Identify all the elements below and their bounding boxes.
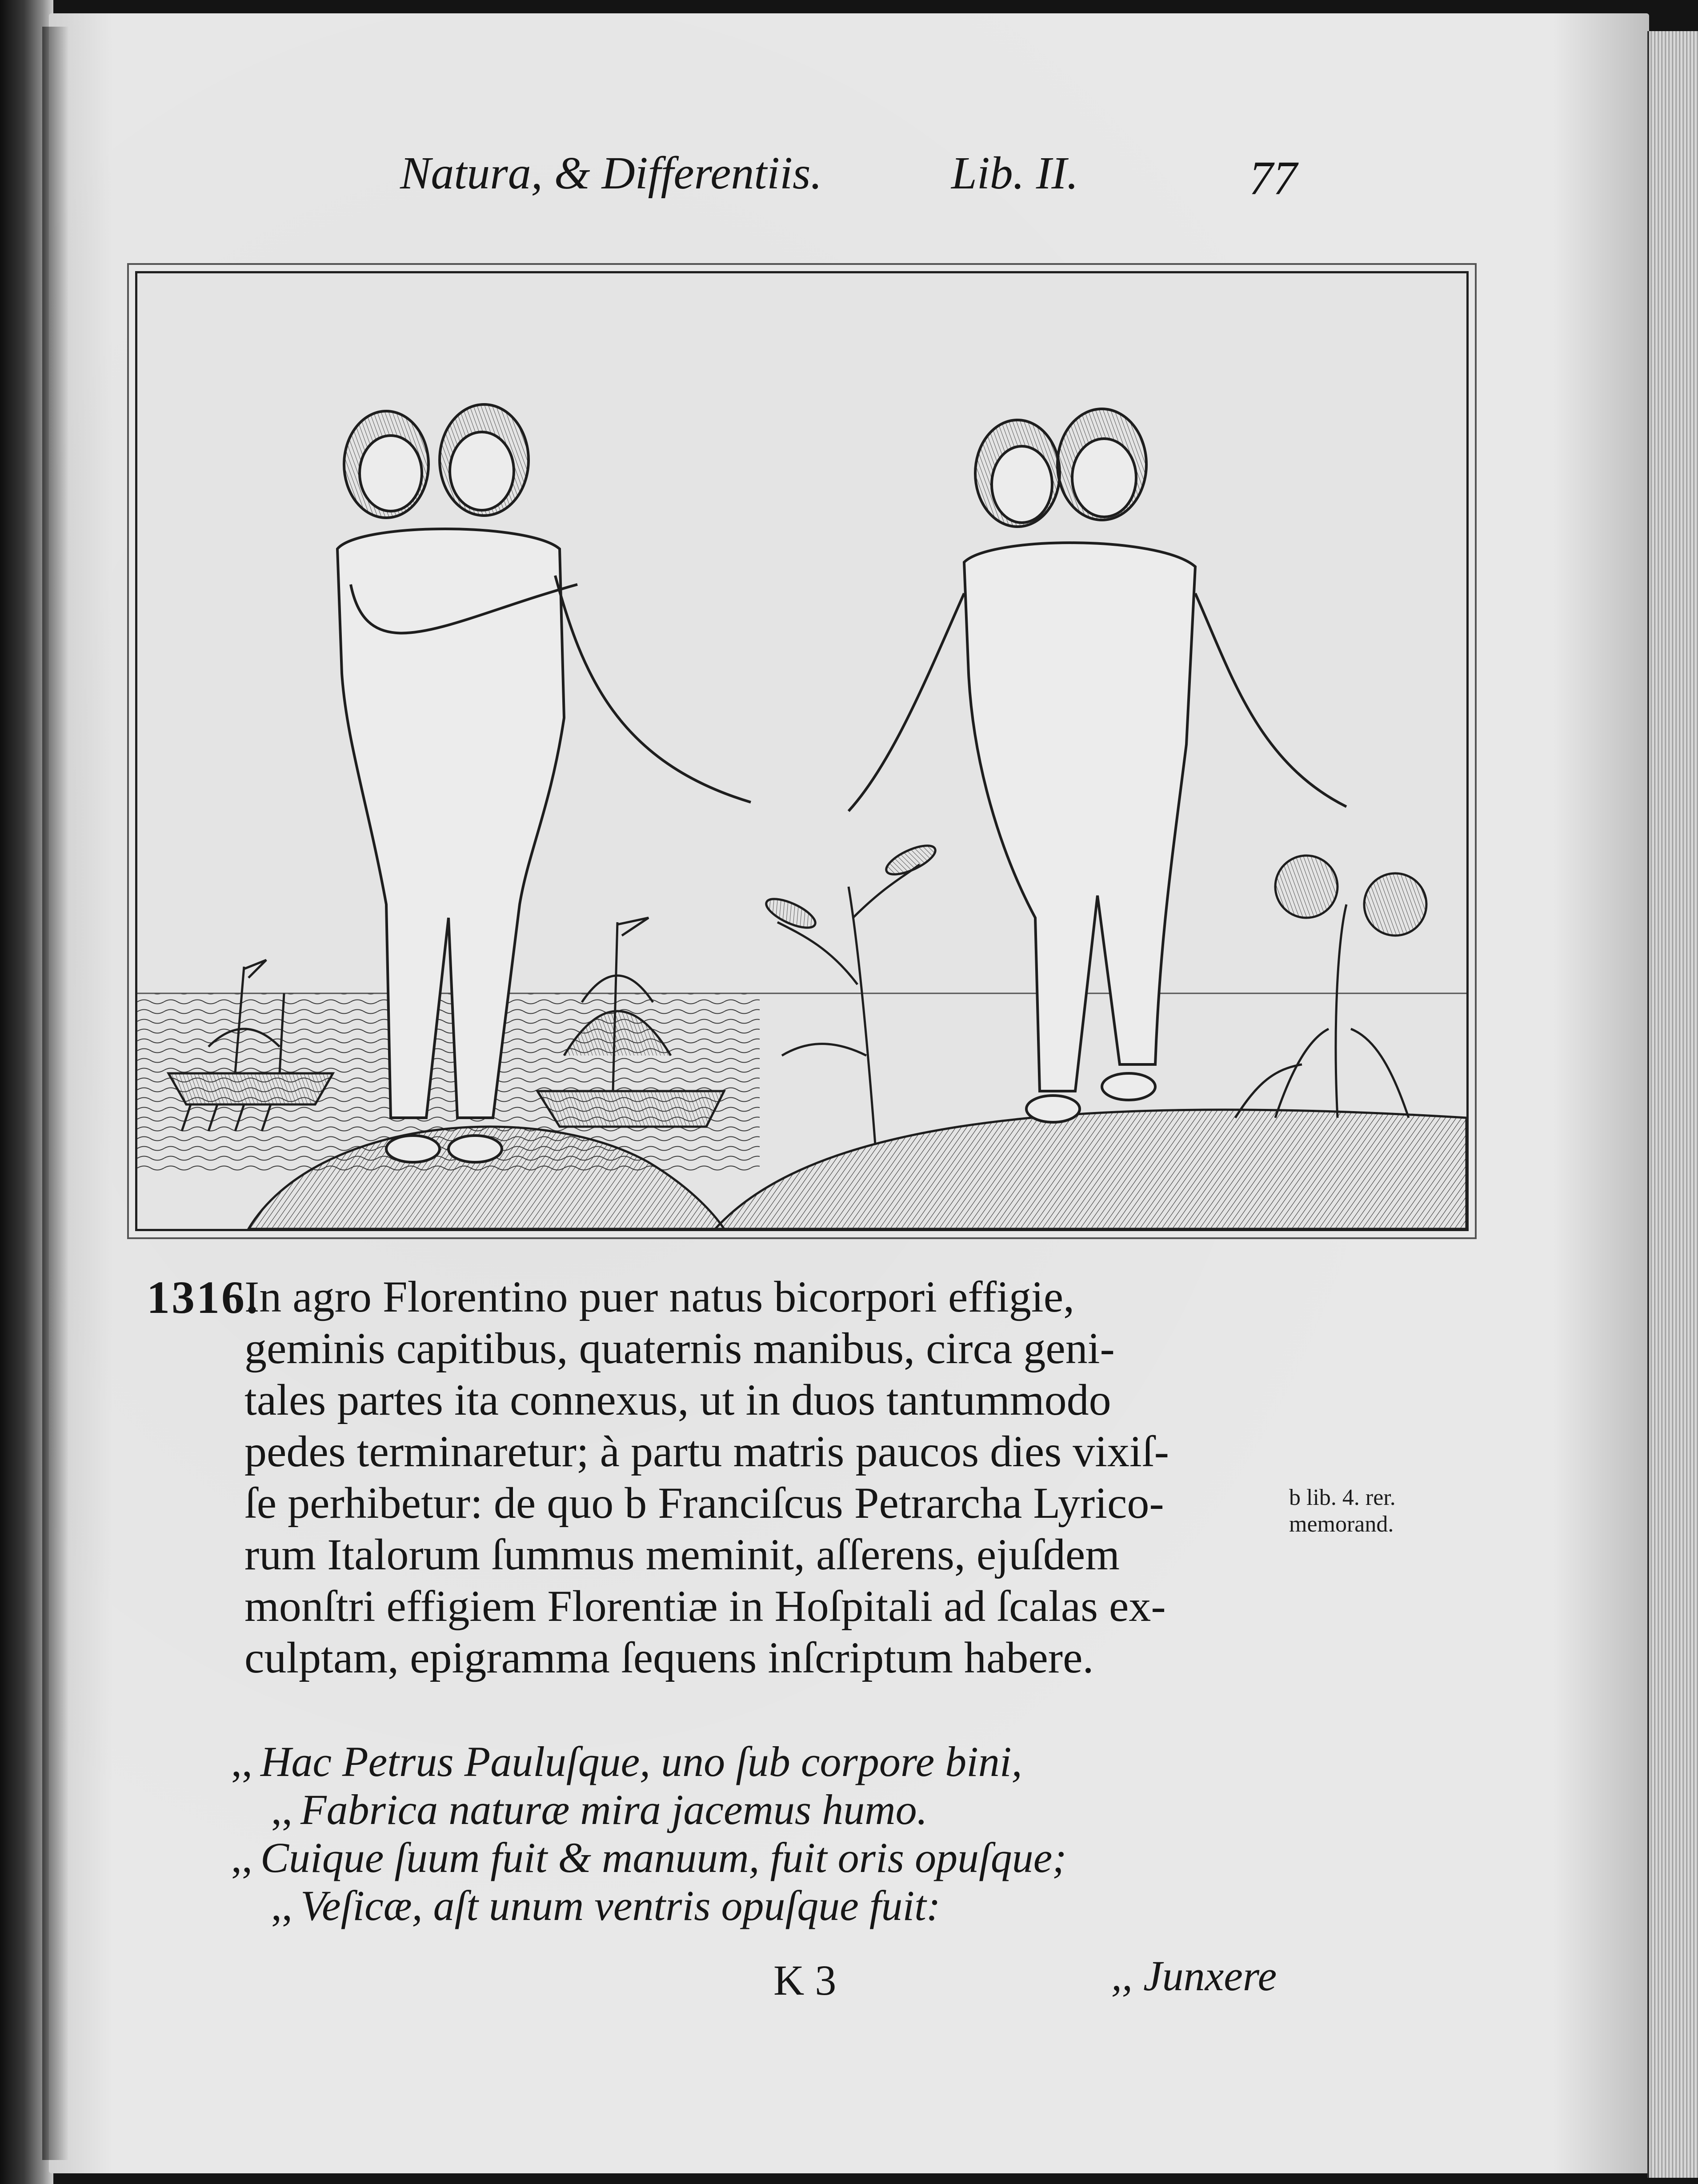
margin-note-line: b lib. 4. rer. [1289, 1485, 1396, 1510]
running-head-title: Natura, & Differentiis. [400, 148, 822, 199]
entry-line: culptam, epigramma ſequens inſcriptum habere. [244, 1633, 1094, 1682]
verse-line [231, 1882, 1387, 1930]
verse-text: Fabrica naturæ mira jacemus humo. [300, 1786, 928, 1833]
entry-line: ſe perhibetur: de quo b Franciſcus Petrarcha Lyrico- [244, 1478, 1164, 1528]
entry-year: 1316. [147, 1272, 260, 1323]
quote-mark: ,, [231, 1738, 252, 1785]
verse-text: Hac Petrus Pauluſque, uno ſub corpore bini, [260, 1738, 1022, 1785]
entry-line: geminis capitibus, quaternis manibus, circa geni- [244, 1324, 1115, 1373]
plant-left [762, 840, 939, 1144]
entry-line: In agro Florentino puer natus bicorpori effigie, [244, 1272, 1075, 1321]
fore-edge-page-stack [1647, 31, 1698, 2178]
verse-text: Cuique ſuum fuit & manuum, fuit oris opuſque; [260, 1834, 1067, 1881]
verse-line [231, 1786, 1387, 1834]
running-head [400, 147, 1356, 209]
signature-mark: K 3 [773, 1956, 837, 2004]
engraving-illustration [137, 273, 1466, 1229]
verse-line [231, 1834, 1387, 1882]
catchword: ,, Junxere [1111, 1952, 1277, 2000]
entry-line: rum Italorum ſummus meminit, aſſerens, ejuſdem [244, 1530, 1120, 1579]
page-number: 77 [1249, 152, 1297, 205]
gutter-shadow [42, 27, 69, 2160]
entry-body [244, 1271, 1467, 1684]
margin-note [1289, 1484, 1440, 1538]
engraving-plate [135, 271, 1469, 1231]
plant-right [1235, 856, 1426, 1118]
entry-line: monſtri effigiem Florentiæ in Hoſpitali ad ſcalas ex- [244, 1581, 1166, 1631]
entry-line: tales partes ita connexus, ut in duos tantummodo [244, 1375, 1111, 1424]
running-head-book: Lib. II. [951, 148, 1078, 199]
margin-note-line: memorand. [1289, 1512, 1394, 1537]
quote-mark: ,, [271, 1882, 292, 1929]
quote-mark: ,, [271, 1786, 292, 1833]
entry-line: pedes terminaretur; à partu matris paucos dies vixiſ- [244, 1427, 1169, 1476]
right-hill [715, 1110, 1466, 1229]
quote-mark: ,, [231, 1834, 252, 1881]
verse-text: Veſicæ, aſt unum ventris opuſque fuit: [300, 1882, 941, 1929]
verse-line [231, 1738, 1387, 1786]
epigram-verse [231, 1738, 1387, 1930]
twins-right [849, 409, 1346, 1122]
